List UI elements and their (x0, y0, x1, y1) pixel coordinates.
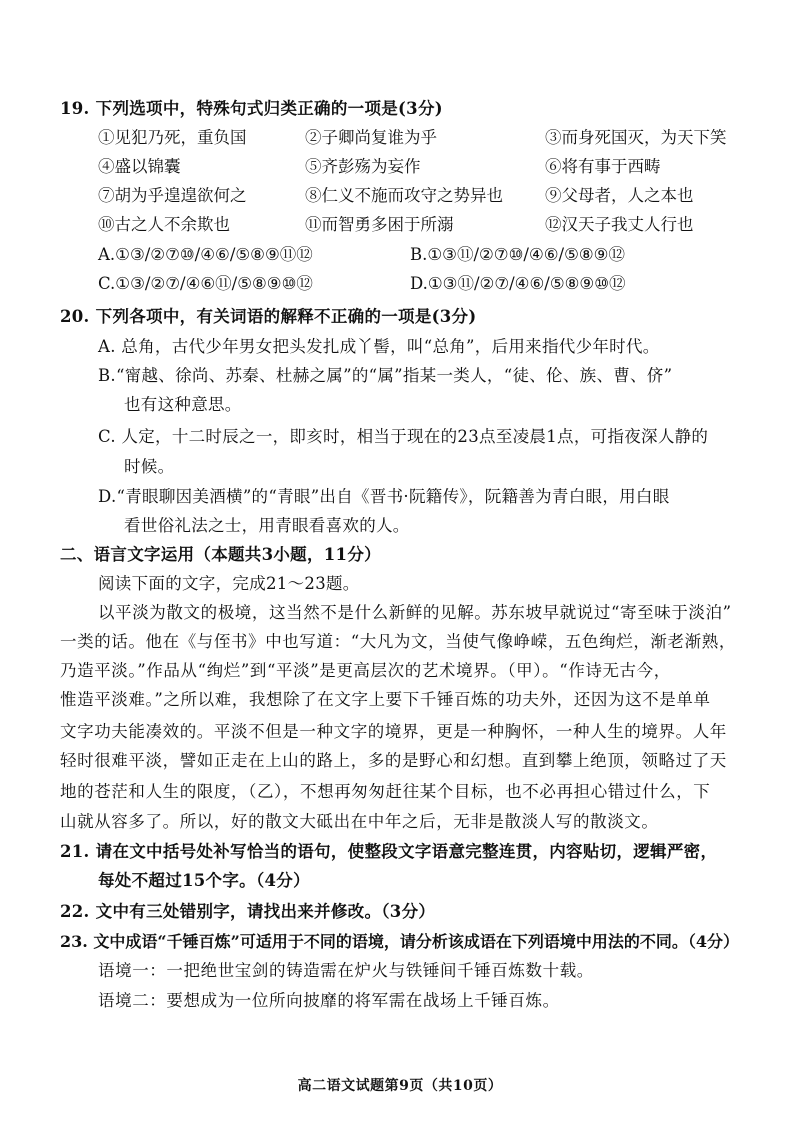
q19-item-1: ①见犯乃死，重负国 (98, 128, 247, 147)
page-footer: 高二语文试题第9页（共10页） (297, 1078, 503, 1094)
q20-option-c-line1: C. 人定，十二时辰之一，即亥时，相当于现在的23点至凌晨1点，可指夜深人静的 (98, 427, 709, 446)
q19-item-3: ③而身死国灭，为天下笑 (545, 128, 727, 147)
q19-item-8: ⑧仁义不施而攻守之势异也 (305, 186, 503, 205)
q19-option-d: D.①③⑪/②⑦/④⑥/⑤⑧⑨⑩⑫ (410, 274, 626, 293)
passage-line-4: 惟造平淡难。”之所以难，我想除了在文字上要下千锤百炼的功夫外，还因为这不是单单 (60, 690, 711, 709)
q21-stem-line1: 21. 请在文中括号处补写恰当的语句，使整段文字语意完整连贯，内容贴切，逻辑严密， (60, 842, 718, 861)
q20-option-b-line1: B.“甯越、徐尚、苏秦、杜赫之属”的“属”指某一类人，“徒、伦、族、曹、侪” (98, 366, 673, 385)
passage-line-7: 地的苍茫和人生的限度，（乙），不想再匆匆赶往某个目标，也不必再担心错过什么，下 (60, 782, 711, 801)
q19-item-5: ⑤齐彭殇为妄作 (305, 157, 421, 176)
q19-item-9: ⑨父母者，人之本也 (545, 186, 694, 205)
q20-option-c-line2: 时候。 (124, 457, 175, 476)
section-2-title: 二、语言文字运用（本题共3小题，11分） (60, 545, 381, 564)
q19-item-4: ④盛以锦囊 (98, 157, 181, 176)
q19-option-a: A.①③/②⑦⑩/④⑥/⑤⑧⑨⑪⑫ (98, 245, 313, 264)
q20-option-b-line2: 也有这种意思。 (124, 395, 242, 414)
q23-stem: 23. 文中成语“千锤百炼”可适用于不同的语境，请分析该成语在下列语境中用法的不同。（4分） (60, 932, 739, 951)
q22-stem: 22. 文中有三处错别字，请找出来并修改。（3分） (60, 902, 436, 921)
q19-item-12: ⑫汉天子我丈人行也 (545, 215, 694, 234)
q21-stem-line2: 每处不超过15个字。（4分） (98, 871, 310, 890)
passage-line-1: 以平淡为散文的极境，这当然不是什么新鲜的见解。苏东坡早就说过“寄至味于淡泊” (98, 603, 732, 622)
q23-context-1: 语境一：一把绝世宝剑的铸造需在炉火与铁锤间千锤百炼数十载。 (98, 961, 594, 980)
passage-line-6: 轻时很难平淡，譬如正走在上山的路上，多的是野心和幻想。直到攀上绝顶，领略过了天 (60, 751, 727, 770)
q23-context-2: 语境二：要想成为一位所向披靡的将军需在战场上千锤百炼。 (98, 991, 560, 1010)
q19-item-7: ⑦胡为乎遑遑欲何之 (98, 186, 247, 205)
passage-line-5: 文字功夫能凑效的。平淡不但是一种文字的境界，更是一种胸怀，一种人生的境界。人年 (60, 722, 727, 741)
q19-stem: 19. 下列选项中，特殊句式归类正确的一项是(3分) (60, 99, 443, 118)
q20-stem: 20. 下列各项中，有关词语的解释不正确的一项是(3分) (60, 307, 477, 326)
passage-line-8: 山就从容多了。所以，好的散文大砥出在中年之后，无非是散淡人写的散淡文。 (60, 812, 659, 831)
q19-item-6: ⑥将有事于西畴 (545, 157, 661, 176)
q19-item-11: ⑪而智勇多困于所溺 (305, 215, 454, 234)
q19-item-2: ②子卿尚复谁为乎 (305, 128, 437, 147)
q20-option-d-line1: D.“青眼聊因美酒横”的“青眼”出自《晋书·阮籍传》，阮籍善为青白眼，用白眼 (98, 487, 670, 506)
q20-option-d-line2: 看世俗礼法之士，用青眼看喜欢的人。 (124, 516, 410, 535)
q19-option-c: C.①③/②⑦/④⑥⑪/⑤⑧⑨⑩⑫ (98, 274, 313, 293)
q20-option-a: A. 总角，古代少年男女把头发扎成丫髻，叫“总角”，后用来指代少年时代。 (98, 337, 660, 356)
passage-line-3: 乃造平淡。”作品从“绚烂”到“平淡”是更高层次的艺术境界。（甲）。“作诗无古今， (60, 661, 671, 680)
q19-option-b: B.①③⑪/②⑦⑩/④⑥/⑤⑧⑨⑫ (410, 245, 625, 264)
section-2-intro: 阅读下面的文字，完成21～23题。 (98, 574, 360, 593)
q19-item-10: ⑩古之人不余欺也 (98, 215, 230, 234)
passage-line-2: 一类的话。他在《与侄书》中也写道：“大凡为文，当使气像峥嵘，五色绚烂，渐老渐熟， (60, 632, 736, 651)
